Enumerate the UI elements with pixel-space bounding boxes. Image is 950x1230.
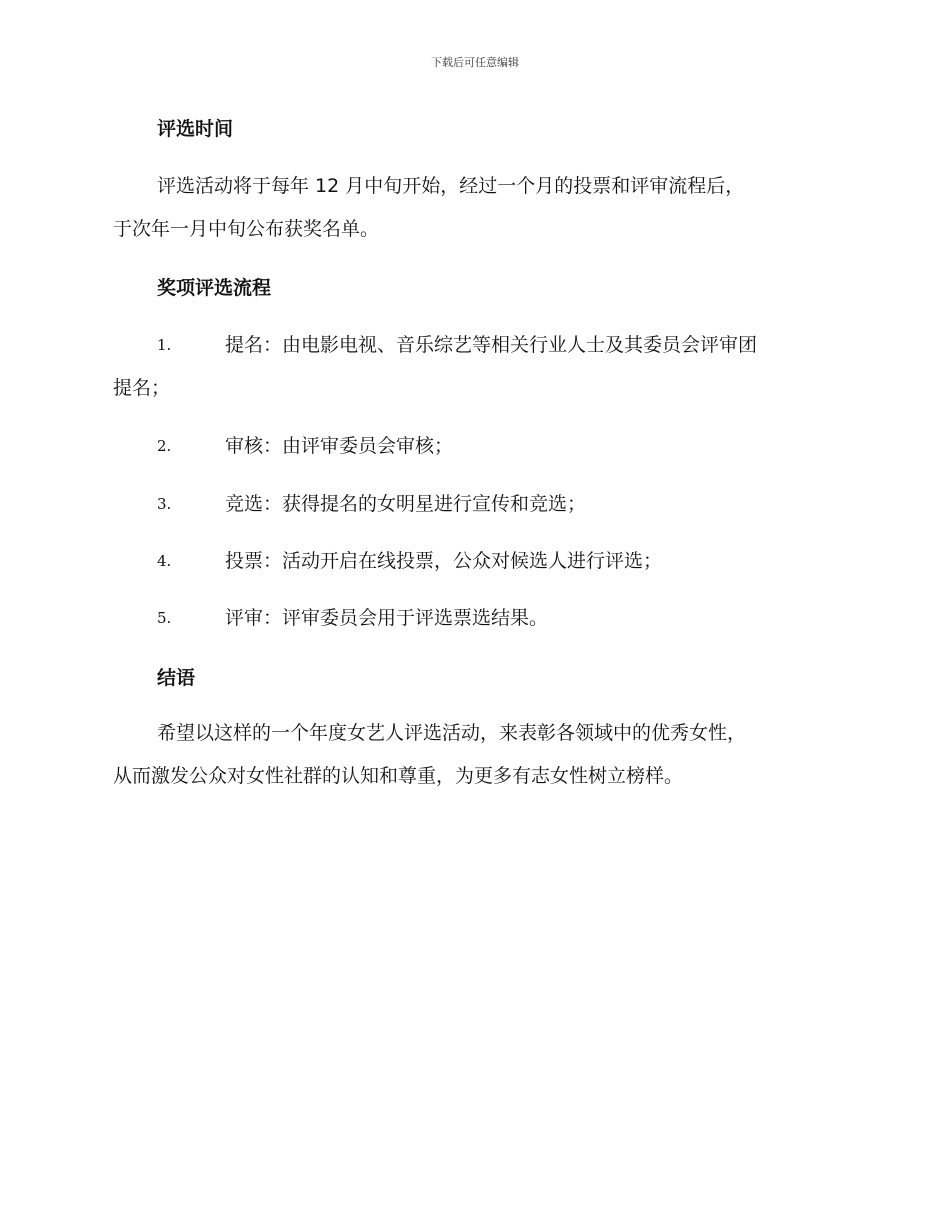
list-item [113, 324, 853, 410]
list-item-text: 竞选：获得提名的女明星进行宣传和竞选； [225, 493, 587, 515]
paragraph-conclusion-line-2: 从而激发公众对女性社群的认知和尊重，为更多有志女性树立榜样。 [113, 765, 684, 787]
list-item-number: 1. [157, 336, 172, 354]
list-item [113, 425, 853, 468]
list-item-number: 3. [157, 495, 172, 513]
list-item-text: 审核：由评审委员会审核； [225, 435, 454, 457]
list-item-text-continued: 提名； [113, 377, 171, 399]
list-item-text: 提名：由电影电视、音乐综艺等相关行业人士及其委员会评审团 [225, 334, 758, 356]
list-item [113, 597, 853, 640]
list-item-text: 评审：评审委员会用于评选票选结果。 [225, 607, 549, 629]
list-item-number: 2. [157, 437, 172, 455]
section-heading-time: 评选时间 [157, 118, 234, 140]
list-item [113, 483, 853, 526]
list-item [113, 540, 853, 583]
list-item-number: 4. [157, 552, 172, 570]
header-note: 下载后可任意编辑 [431, 56, 519, 69]
paragraph-conclusion [113, 712, 853, 798]
paragraph-time-line-2: 于次年一月中旬公布获奖名单。 [113, 218, 380, 240]
section-heading-process: 奖项评选流程 [157, 277, 272, 299]
list-item-text: 投票：活动开启在线投票，公众对候选人进行评选； [225, 550, 663, 572]
paragraph-time [113, 165, 853, 251]
section-heading-conclusion: 结语 [157, 667, 196, 689]
paragraph-time-line-1: 评选活动将于每年 12 月中旬开始，经过一个月的投票和评审流程后， [157, 175, 745, 197]
list-item-number: 5. [157, 609, 172, 627]
paragraph-conclusion-line-1: 希望以这样的一个年度女艺人评选活动，来表彰各领域中的优秀女性， [157, 722, 747, 744]
